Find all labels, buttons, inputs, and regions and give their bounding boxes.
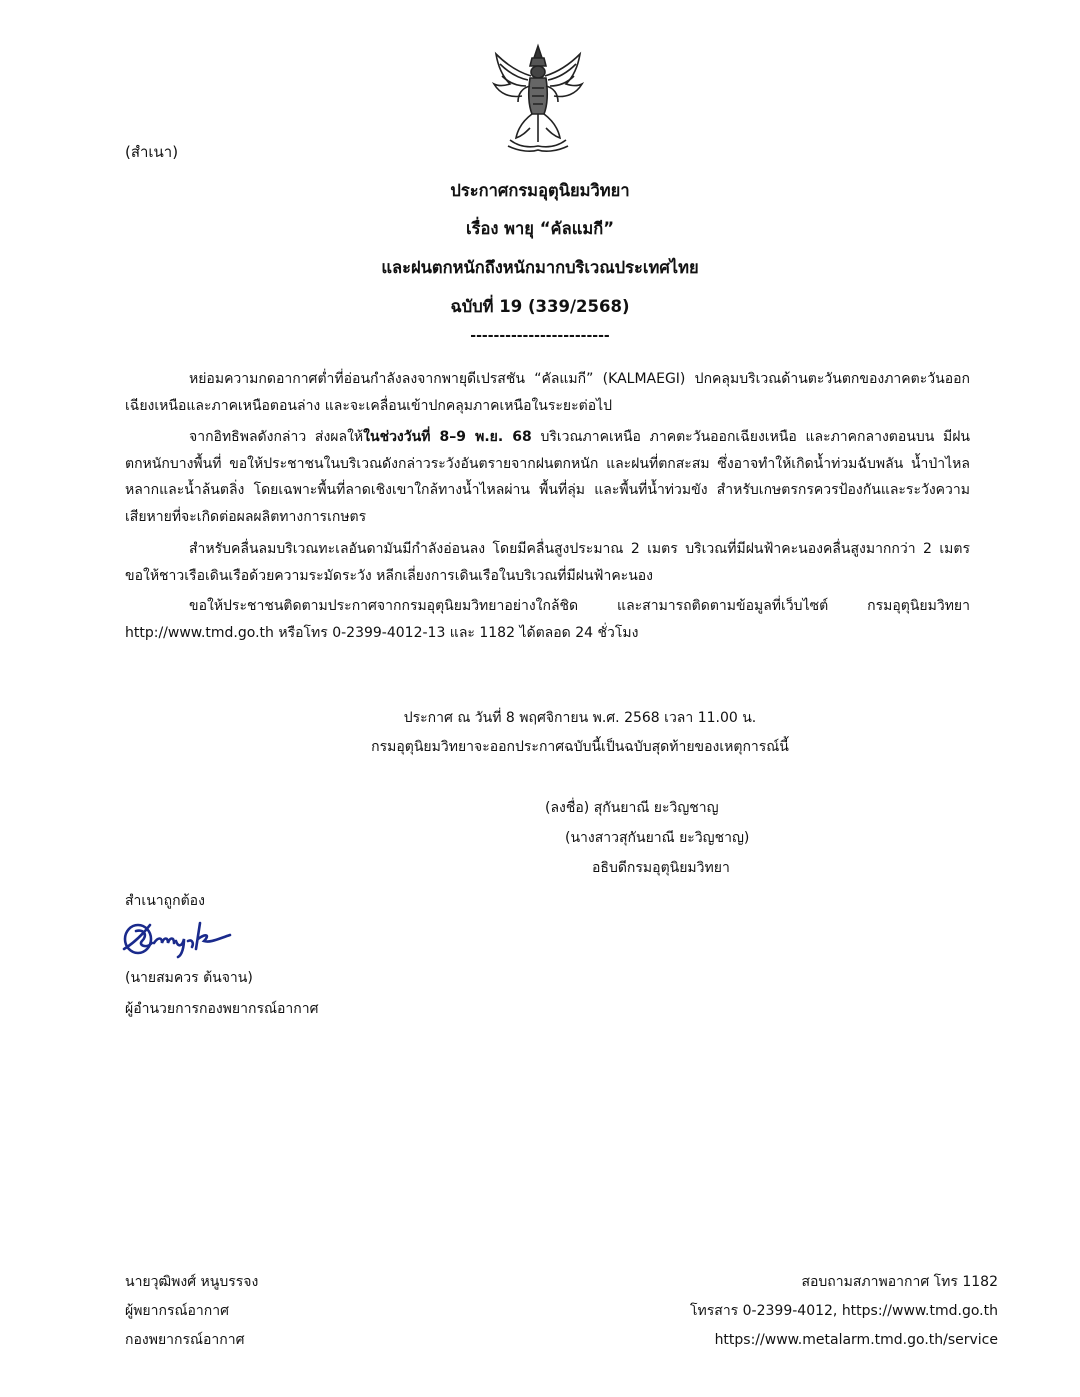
certifier-name: (นายสมควร ต้นจาน) xyxy=(125,970,253,986)
title-separator: ------------------------ xyxy=(470,328,610,344)
signer-position: อธิบดีกรมอุตุนิยมวิทยา xyxy=(592,860,730,876)
copy-label: (สำเนา) xyxy=(125,143,179,161)
issue-number: ฉบับที่ 19 (339/2568) xyxy=(450,297,630,316)
announcement-title: ประกาศกรมอุตุนิยมวิทยา xyxy=(450,181,630,200)
subject-detail-line: และฝนตกหนักถึงหนักมากบริเวณประเทศไทย xyxy=(381,258,699,277)
paragraph-1: หย่อมความกดอากาศต่ำที่อ่อนกำลังลงจากพายุดีเปรสชัน “คัลแมกี” (KALMAEGI) ปกคลุมบริเวณด้านตะวันตกของภาคตะวันออกเฉียงเหนือและภาคเหนือตอนล่าง และจะเคลื่อนเข้าปกคลุมภาคเหนือในระยะต่อไป xyxy=(125,371,970,414)
contact-fax-website: โทรสาร 0-2399-4012, https://www.tmd.go.th xyxy=(690,1303,998,1319)
contact-phone: สอบถามสภาพอากาศ โทร 1182 xyxy=(801,1274,998,1290)
forecaster-title: ผู้พยากรณ์อากาศ xyxy=(125,1303,229,1319)
announcement-date-block xyxy=(250,704,910,762)
paragraph-2-part-a: จากอิทธิพลดังกล่าว ส่งผลให้ xyxy=(189,429,364,445)
subject-line: เรื่อง พายุ “คัลแมกี” xyxy=(465,219,615,238)
paragraph-3: สำหรับคลื่นลมบริเวณทะเลอันดามันมีกำลังอ่อนลง โดยมีคลื่นสูงประมาณ 2 เมตร บริเวณที่มีฝนฟ้าคะนองคลื่นสูงมากกว่า 2 เมตร ขอให้ชาวเรือเดินเรือด้วยความระมัดระวัง หลีกเลี่ยงการเดินเรือในบริเวณที่มีฝนฟ้าคะนอง xyxy=(125,541,970,584)
certified-label: สำเนาถูกต้อง xyxy=(125,893,205,909)
paragraph-2 xyxy=(125,424,970,530)
contact-service-link: https://www.metalarm.tmd.go.th/service xyxy=(714,1332,998,1348)
handwritten-signature-icon xyxy=(118,913,238,963)
final-notice: กรมอุตุนิยมวิทยาจะออกประกาศฉบับนี้เป็นฉบับสุดท้ายของเหตุการณ์นี้ xyxy=(371,739,789,755)
paragraph-2-part-b: บริเวณภาคเหนือ ภาคตะวันออกเฉียงเหนือ และภาคกลางตอนบน มีฝนตกหนักบางพื้นที่ ขอให้ประชาชนในบริเวณดังกล่าวระวังอันตรายจากฝนตกหนัก และฝนที่ตกสะสม ซึ่งอาจทำให้เกิดน้ำท่วมฉับพลัน น้ำป่าไหลหลากและน้ำล้นตลิ่ง โดยเฉพาะพื้นที่ลาดเชิงเขาใกล้ทางน้ำไหลผ่าน พื้นที่ลุ่ม และพื้นที่น้ำท่วมขัง สำหรับเกษตรกรควรป้องกันและระวังความเสียหายที่จะเกิดต่อผลผลิตทางการเกษตร xyxy=(125,429,971,525)
paragraph-4: ขอให้ประชาชนติดตามประกาศจากกรมอุตุนิยมวิทยาอย่างใกล้ชิด และสามารถติดตามข้อมูลที่เว็บไซต์ กรมอุตุนิยมวิทยา http://www.tmd.go.th หรือโทร 0-2399-4012-13 และ 1182 ได้ตลอด 24 ชั่วโมง xyxy=(125,598,970,641)
paragraph-2-bold-date: ในช่วงวันที่ 8–9 พ.ย. 68 xyxy=(363,429,532,445)
forecaster-name: นายวุฒิพงศ์ หนูบรรจง xyxy=(125,1274,259,1290)
footer-right-block xyxy=(690,1268,998,1355)
announcement-date: ประกาศ ณ วันที่ 8 พฤศจิกายน พ.ศ. 2568 เวลา 11.00 น. xyxy=(403,710,757,726)
footer-left-block xyxy=(125,1268,258,1355)
garuda-emblem-icon xyxy=(488,42,588,154)
certifier-position: ผู้อำนวยการกองพยากรณ์อากาศ xyxy=(125,1001,319,1017)
signed-line: (ลงชื่อ) สุกันยาณี ยะวิญชาญ xyxy=(545,800,719,816)
forecast-division: กองพยากรณ์อากาศ xyxy=(125,1332,245,1348)
signer-name: (นางสาวสุกันยาณี ยะวิญชาญ) xyxy=(565,830,750,846)
